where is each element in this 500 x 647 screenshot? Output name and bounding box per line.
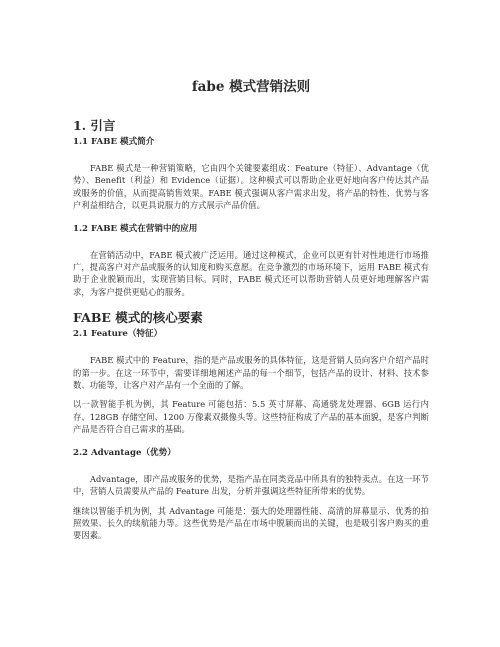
section-1-2-heading: 1.2 FABE 模式在营销中的应用: [73, 223, 198, 234]
section-1-1-paragraph: FABE 模式是一种营销策略，它由四个关键要素组成：Feature（特征）、Advantage（优势）、Benefit（利益）和 Evidence（证据）。这种模式可以帮助企业更好地向客户传达其产品或服务的价值，从而提高销售效果。FABE 模式强调从客户需求出发，将产品的特性、优势与客户利益相结合，以更具说服力的方式展示产品价值。: [73, 163, 429, 211]
document-title: fabe 模式营销法则: [191, 79, 311, 95]
section-1-heading: 1. 引言: [73, 118, 116, 133]
section-2-2-heading: 2.2 Advantage（优势）: [73, 447, 176, 458]
section-2-heading: FABE 模式的核心要素: [73, 310, 203, 326]
section-2-1-paragraph-1: FABE 模式中的 Feature，指的是产品或服务的具体特征，这是营销人员向客户介绍产品时的第一步。在这一环节中，需要详细地阐述产品的每一个细节，包括产品的设计、材料、技术参数、功能等，让客户对产品有一个全面的了解。: [73, 355, 429, 391]
section-1-1-heading: 1.1 FABE 模式简介: [73, 137, 155, 147]
section-2-2-paragraph-2: 继续以智能手机为例，其 Advantage 可能是：强大的处理器性能、高清的屏幕显示、优秀的拍照效果、长久的续航能力等。这些优势是产品在市场中脱颖而出的关键，也是吸引客户购买的重要因素。: [73, 505, 429, 541]
section-2-2-paragraph-1: Advantage，即产品或服务的优势，是指产品在同类竞品中所具有的独特卖点。在这一环节中，营销人员需要从产品的 Feature 出发，分析并强调这些特征所带来的优势。: [73, 473, 429, 497]
section-1-2-paragraph: 在营销活动中，FABE 模式被广泛运用。通过这种模式，企业可以更有针对性地进行市场推广，提高客户对产品或服务的认知度和购买意愿。在竞争激烈的市场环境下，运用 FABE 模式有助于企业脱颖而出，实现营销目标。同时，FABE 模式还可以帮助营销人员更好地理解客户需求，为客户提供更贴心的服务。: [73, 249, 429, 297]
document-page: [73, 78, 429, 549]
section-2-1-paragraph-2: 以一款智能手机为例，其 Feature 可能包括：5.5 英寸屏幕、高通骁龙处理器、6GB 运行内存、128GB 存储空间、1200 万像素双摄像头等。这些特征构成了产品的基本面貌，是客户判断产品是否符合自己需求的基础。: [73, 399, 429, 435]
section-2-1-heading: 2.1 Feature（特征）: [73, 329, 163, 340]
